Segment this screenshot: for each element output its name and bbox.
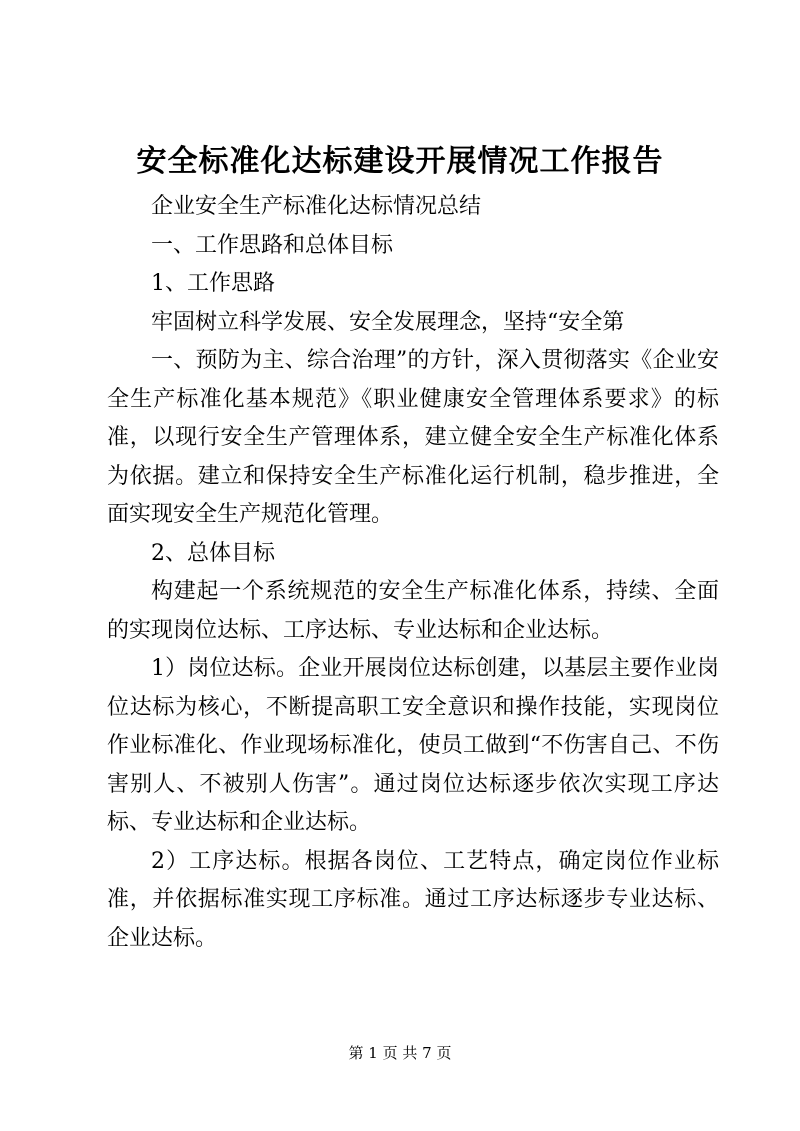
page-footer: 第 1 页 共 7 页 bbox=[348, 1044, 452, 1062]
paragraph-text: 一、预防为主、综合治理”的方针，深入贯彻落实《企业安全生产标准化基本规范》《职业健康安全管理体系要求》的标准，以现行安全生产管理体系，建立健全安全生产标准化体系为依据。建立和保持安全生产标准化运行机制，稳步推进，全面实现安全生产规范化管理。 bbox=[107, 348, 719, 527]
paragraph-text: 构建起一个系统规范的安全生产标准化体系，持续、全面的实现岗位达标、工序达标、专业达标和企业达标。 bbox=[107, 579, 719, 643]
paragraph-section-heading: 一、工作思路和总体目标 bbox=[151, 232, 394, 258]
paragraph-text: 1）岗位达标。企业开展岗位达标创建，以基层主要作业岗位达标为核心，不断提高职工安全意识和操作技能，实现岗位作业标准化、作业现场标准化，使员工做到“不伤害自己、不伤害别人、不被别人伤害”。通过岗位达标逐步依次实现工序达标、专业达标和企业达标。 bbox=[107, 656, 719, 835]
paragraph-text: 牢固树立科学发展、安全发展理念，坚持“安全第 bbox=[151, 309, 625, 335]
document-title: 安全标准化达标建设开展情况工作报告 bbox=[136, 144, 664, 179]
paragraph-subheading-1: 1、工作思路 bbox=[151, 271, 275, 296]
paragraph-subtitle: 企业安全生产标准化达标情况总结 bbox=[151, 194, 482, 219]
paragraph-text: 2）工序达标。根据各岗位、工艺特点，确定岗位作业标准，并依据标准实现工序标准。通过工序达标逐步专业达标、企业达标。 bbox=[107, 848, 719, 951]
paragraph-subheading-2: 2、总体目标 bbox=[151, 540, 275, 566]
document-body bbox=[107, 188, 719, 958]
